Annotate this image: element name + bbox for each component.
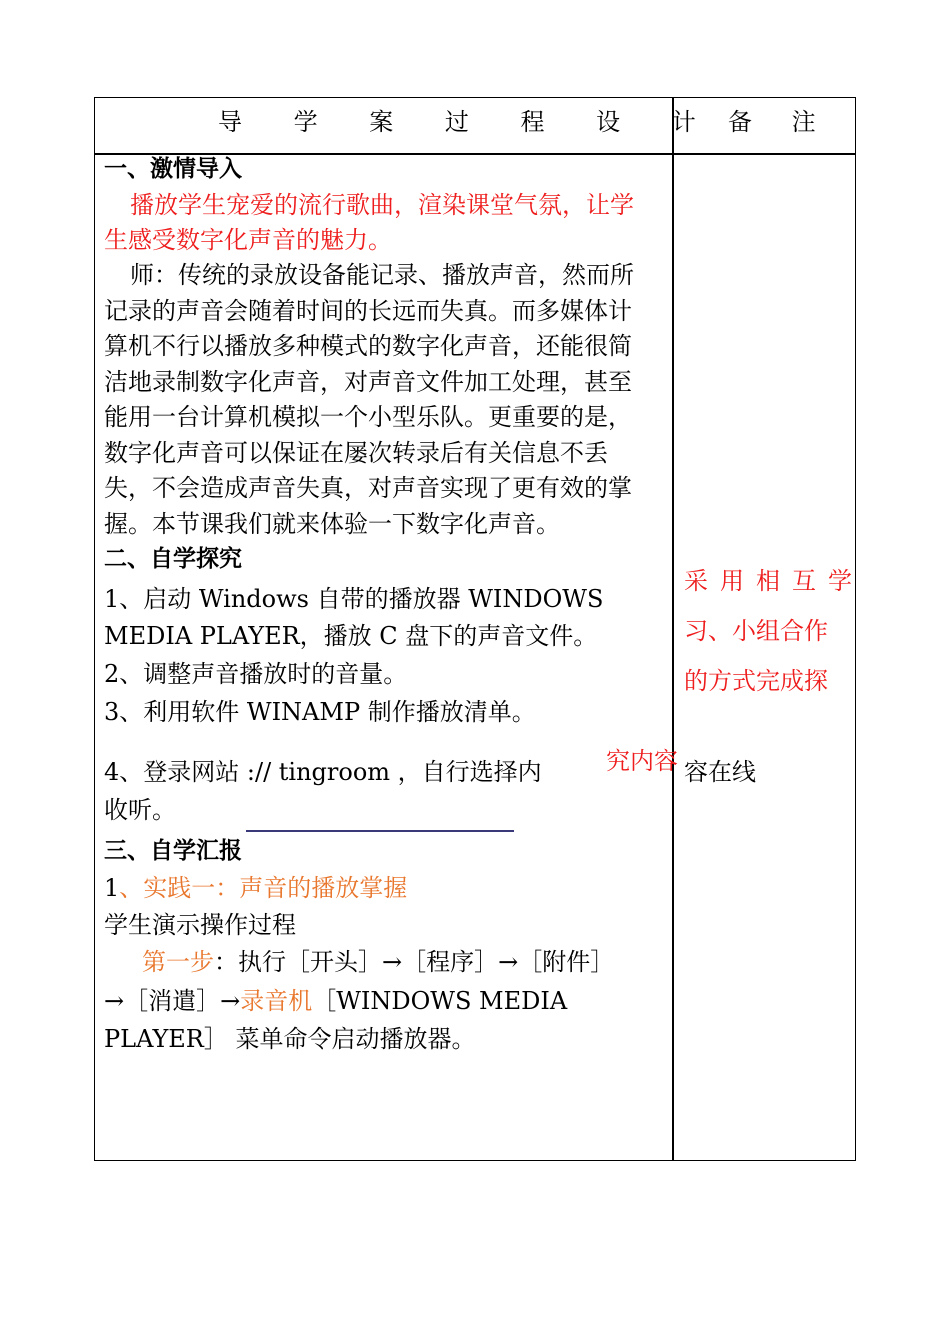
step-line3: PLAYER］ 菜单命令启动播放器。 — [104, 1025, 476, 1053]
section2-item3: 3、利用软件 WINAMP 制作播放清单。 — [104, 698, 536, 726]
header-left-title: 导 学 案 过 程 设 计 — [218, 108, 718, 136]
section2-item1a: 1、启动 Windows 自带的播放器 WINDOWS — [104, 585, 604, 613]
step-line1 — [142, 945, 614, 979]
practice-heading — [104, 871, 407, 905]
section2-title: 二、自学探究 — [104, 546, 242, 572]
note-line3: 的方式完成探 — [684, 667, 828, 695]
step-line2-orange: 录音机 — [240, 987, 313, 1015]
section1-line: 洁地录制数字化声音，对声音文件加工处理，甚至 — [104, 368, 632, 396]
note-floating-text: 究内容 — [606, 747, 678, 775]
column-divider — [672, 97, 674, 1161]
note-line4: 容在线 — [684, 758, 756, 786]
section3-title: 三、自学汇报 — [104, 838, 242, 864]
section2-item1b: MEDIA PLAYER，播放 C 盘下的声音文件。 — [104, 622, 598, 650]
section1-red-line2: 生感受数字化声音的魅力。 — [104, 226, 392, 254]
section1-line: 记录的声音会随着时间的长远而失真。而多媒体计 — [104, 297, 632, 325]
section2-item2: 2、调整声音播放时的音量。 — [104, 660, 408, 688]
section1-title: 一、激情导入 — [104, 156, 242, 182]
step-line2 — [104, 984, 567, 1018]
step-line2-post: ［WINDOWS MEDIA — [312, 987, 568, 1015]
link-underline — [246, 830, 514, 832]
note-line1: 采用相互学 — [684, 567, 864, 595]
practice-label: 、实践一：声音的播放掌握 — [119, 874, 408, 902]
section1-red-line1: 播放学生宠爱的流行歌曲，渲染课堂气氛，让学 — [130, 191, 634, 219]
step-label: 第一步 — [142, 948, 214, 976]
step-line2-pre: →［消遣］→ — [104, 987, 241, 1015]
practice-number: 1 — [104, 874, 120, 902]
demo-line: 学生演示操作过程 — [104, 911, 296, 939]
section1-line: 能用一台计算机模拟一个小型乐队。更重要的是， — [104, 403, 632, 431]
section2-item4b: 收听。 — [104, 796, 176, 824]
section1-line: 算机不行以播放多种模式的数字化声音，还能很简 — [104, 332, 632, 360]
section2-item4a: 4、登录网站 :// tingroom ，自行选择内 — [104, 758, 542, 786]
section1-line: 师：传统的录放设备能记录、播放声音，然而所 — [130, 261, 634, 289]
step-text1: ：执行［开头］→［程序］→［附件］ — [214, 948, 615, 976]
note-line2: 习、小组合作 — [684, 617, 828, 645]
section1-line: 数字化声音可以保证在屡次转录后有关信息不丢 — [104, 439, 608, 467]
section1-line: 握。本节课我们就来体验一下数字化声音。 — [104, 510, 560, 538]
header-right-title: 备 注 — [728, 108, 832, 136]
section1-line: 失，不会造成声音失真，对声音实现了更有效的掌 — [104, 474, 632, 502]
